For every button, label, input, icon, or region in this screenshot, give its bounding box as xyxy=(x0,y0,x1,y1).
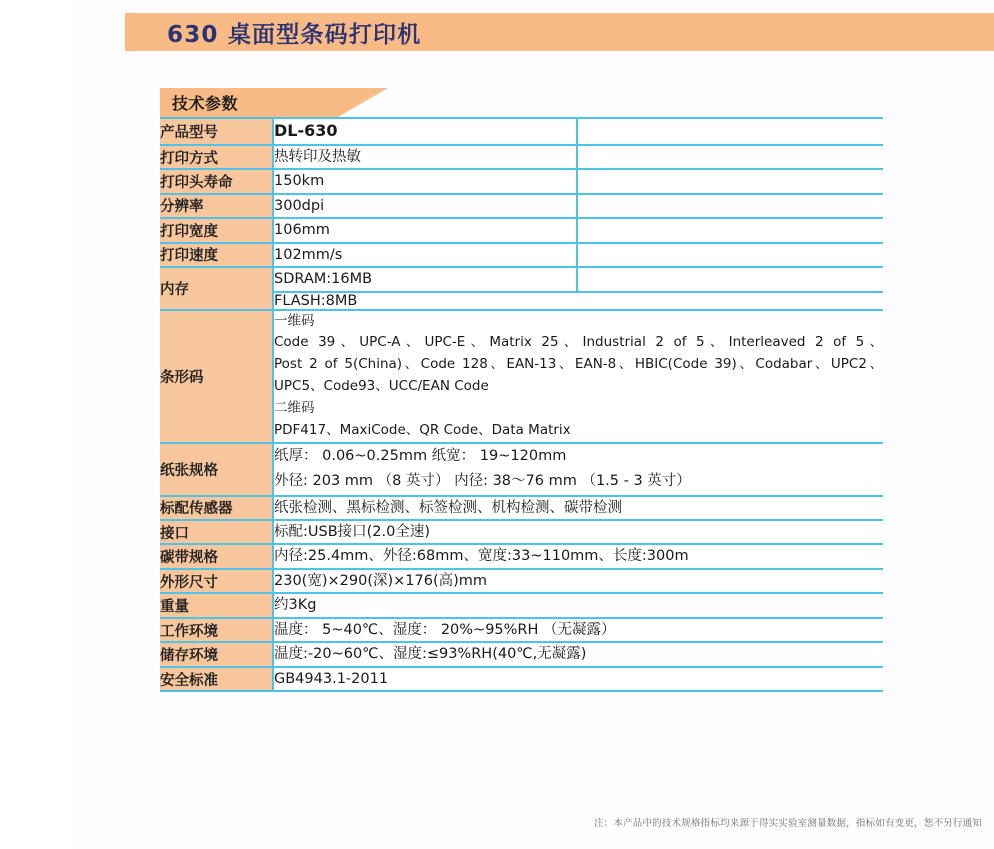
table-row xyxy=(160,310,883,443)
spec-label: 储存环境 xyxy=(160,642,273,666)
table-row xyxy=(160,218,883,242)
spec-value: 标配:USB接口(2.0全速) xyxy=(273,520,883,544)
paper-spec-line: 外径: 203 mm （8 英寸） 内径: 38～76 mm （1.5 - 3 英寸） xyxy=(274,473,691,490)
spec-label: 打印宽度 xyxy=(160,218,273,242)
table-row xyxy=(160,642,883,666)
page-title: 630 桌面型条码打印机 xyxy=(167,21,422,48)
table-row xyxy=(160,443,883,496)
barcode-1d-line: Code 39、UPC-A、UPC-E、Matrix 25、Industrial 2 of 5、Interleaved 2 of 5、 xyxy=(274,334,883,351)
spec-label: 外形尺寸 xyxy=(160,569,273,593)
spec-label: 碳带规格 xyxy=(160,544,273,568)
spec-value: 150km xyxy=(273,169,577,193)
spec-label: 接口 xyxy=(160,520,273,544)
spec-label: 条形码 xyxy=(160,310,273,443)
specifications-table xyxy=(160,117,883,692)
spec-extra-column xyxy=(577,118,883,145)
table-row xyxy=(160,169,883,193)
barcode-1d-line: Post 2 of 5(China)、Code 128、EAN-13、EAN-8、HBIC(Code 39)、Codabar、UPC2、 xyxy=(274,356,883,373)
spec-label: 内存 xyxy=(160,267,273,309)
table-row xyxy=(160,569,883,593)
spec-value: 内径:25.4mm、外径:68mm、宽度:33~110mm、长度:300m xyxy=(273,544,883,568)
product-title-banner xyxy=(125,13,994,51)
spec-value: 300dpi xyxy=(273,194,577,218)
table-row xyxy=(160,520,883,544)
spec-value: DL-630 xyxy=(273,118,577,145)
barcode-2d-line: PDF417、MaxiCode、QR Code、Data Matrix xyxy=(274,421,571,438)
spec-value: SDRAM:16MB xyxy=(273,267,577,291)
barcode-1d-line: UPC5、Code93、UCC/EAN Code xyxy=(274,378,489,395)
table-row xyxy=(160,496,883,520)
spec-label: 分辨率 xyxy=(160,194,273,218)
table-row xyxy=(160,618,883,642)
spec-label: 标配传感器 xyxy=(160,496,273,520)
spec-extra-column xyxy=(577,267,883,291)
barcode-2d-heading: 二维码 xyxy=(274,400,315,417)
spec-value: 纸张检测、黑标检测、标签检测、机构检测、碳带检测 xyxy=(273,496,883,520)
spec-label: 安全标准 xyxy=(160,667,273,691)
spec-label: 纸张规格 xyxy=(160,443,273,496)
spec-value xyxy=(273,310,883,443)
spec-extra-column xyxy=(577,169,883,193)
spec-extra-column xyxy=(577,145,883,169)
spec-label: 打印头寿命 xyxy=(160,169,273,193)
spec-value: 102mm/s xyxy=(273,243,577,267)
table-row xyxy=(160,267,883,291)
spec-value-secondary: FLASH:8MB xyxy=(273,292,883,310)
table-row xyxy=(160,243,883,267)
spec-value: 约3Kg xyxy=(273,593,883,617)
spec-label: 打印速度 xyxy=(160,243,273,267)
spec-extra-column xyxy=(577,218,883,242)
spec-label: 重量 xyxy=(160,593,273,617)
spec-value xyxy=(273,443,883,496)
table-row xyxy=(160,593,883,617)
spec-extra-column xyxy=(577,243,883,267)
table-row xyxy=(160,145,883,169)
spec-value: GB4943.1-2011 xyxy=(273,667,883,691)
spec-value: 温度： 5~40℃、湿度： 20%~95%RH （无凝露） xyxy=(273,618,883,642)
spec-label: 工作环境 xyxy=(160,618,273,642)
table-row xyxy=(160,194,883,218)
spec-section-tab-label: 技术参数 xyxy=(172,94,239,113)
footnote: 注：本产品中的技术规格指标均来源于得实实验室测量数据，指标如有变更，恕不另行通知 xyxy=(593,818,982,829)
table-row xyxy=(160,667,883,691)
spec-label: 打印方式 xyxy=(160,145,273,169)
spec-label: 产品型号 xyxy=(160,118,273,145)
spec-value: 热转印及热敏 xyxy=(273,145,577,169)
spec-extra-column xyxy=(577,194,883,218)
table-row xyxy=(160,544,883,568)
paper-spec-line: 纸厚： 0.06~0.25mm 纸宽： 19~120mm xyxy=(274,447,567,464)
barcode-1d-heading: 一维码 xyxy=(274,312,315,329)
spec-value: 温度:-20~60℃、湿度:≤93%RH(40℃,无凝露) xyxy=(273,642,883,666)
spec-value: 106mm xyxy=(273,218,577,242)
spec-value: 230(宽)×290(深)×176(高)mm xyxy=(273,569,883,593)
table-row xyxy=(160,118,883,145)
